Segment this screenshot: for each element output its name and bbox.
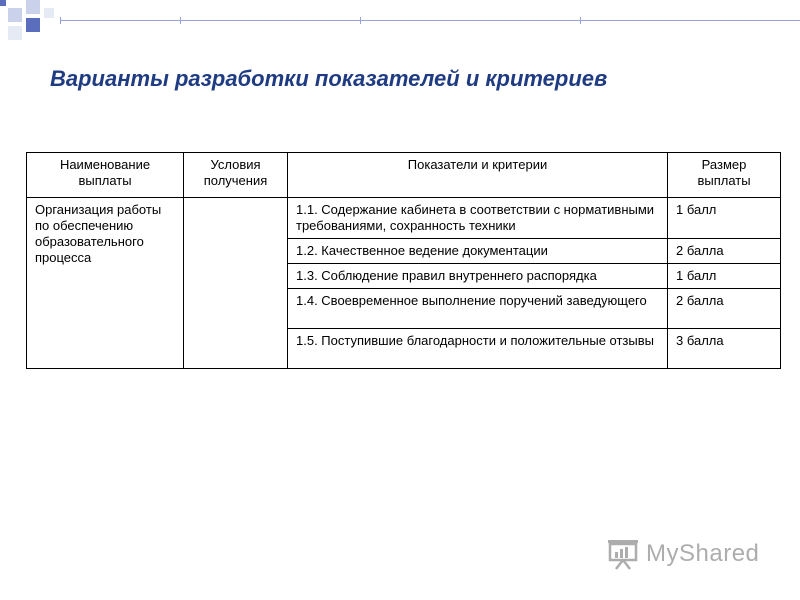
criterion-cell: 1.4. Своевременное выполнение поручений заведующего xyxy=(288,289,668,329)
payment-name-cell: Организация работы по обеспечению образовательного процесса xyxy=(27,198,184,369)
decor-square xyxy=(8,26,22,40)
criterion-cell: 1.1. Содержание кабинета в соответствии с нормативными требованиями, сохранность техники xyxy=(288,198,668,239)
table-header-row xyxy=(27,153,781,198)
header-amount: Размер выплаты xyxy=(668,153,781,198)
corner-decoration xyxy=(0,0,60,50)
header-conditions: Условия получения xyxy=(184,153,288,198)
amount-cell: 2 балла xyxy=(668,239,781,264)
amount-cell: 3 балла xyxy=(668,329,781,369)
top-divider xyxy=(60,20,800,21)
divider-line xyxy=(60,20,800,21)
divider-tick xyxy=(60,17,61,24)
amount-cell: 1 балл xyxy=(668,264,781,289)
slide-title: Варианты разработки показателей и критериев xyxy=(50,66,608,91)
amount-cell: 2 балла xyxy=(668,289,781,329)
divider-tick xyxy=(580,17,581,24)
watermark-logo xyxy=(606,536,766,576)
amount-cell: 1 балл xyxy=(668,198,781,239)
presentation-board-icon xyxy=(606,538,640,570)
criterion-cell: 1.5. Поступившие благодарности и положительные отзывы xyxy=(288,329,668,369)
divider-tick xyxy=(180,17,181,24)
table-row xyxy=(27,198,781,239)
divider-tick xyxy=(360,17,361,24)
conditions-cell xyxy=(184,198,288,369)
watermark-text: MyShared xyxy=(646,540,760,567)
criterion-cell: 1.3. Соблюдение правил внутреннего распорядка xyxy=(288,264,668,289)
decor-square xyxy=(26,18,40,32)
header-payment-name: Наименование выплаты xyxy=(27,153,184,198)
decor-square xyxy=(0,0,6,6)
decor-square xyxy=(8,8,22,22)
decor-square xyxy=(44,8,54,18)
header-criteria: Показатели и критерии xyxy=(288,153,668,198)
decor-square xyxy=(26,0,40,14)
criterion-cell: 1.2. Качественное ведение документации xyxy=(288,239,668,264)
criteria-table xyxy=(26,152,781,369)
